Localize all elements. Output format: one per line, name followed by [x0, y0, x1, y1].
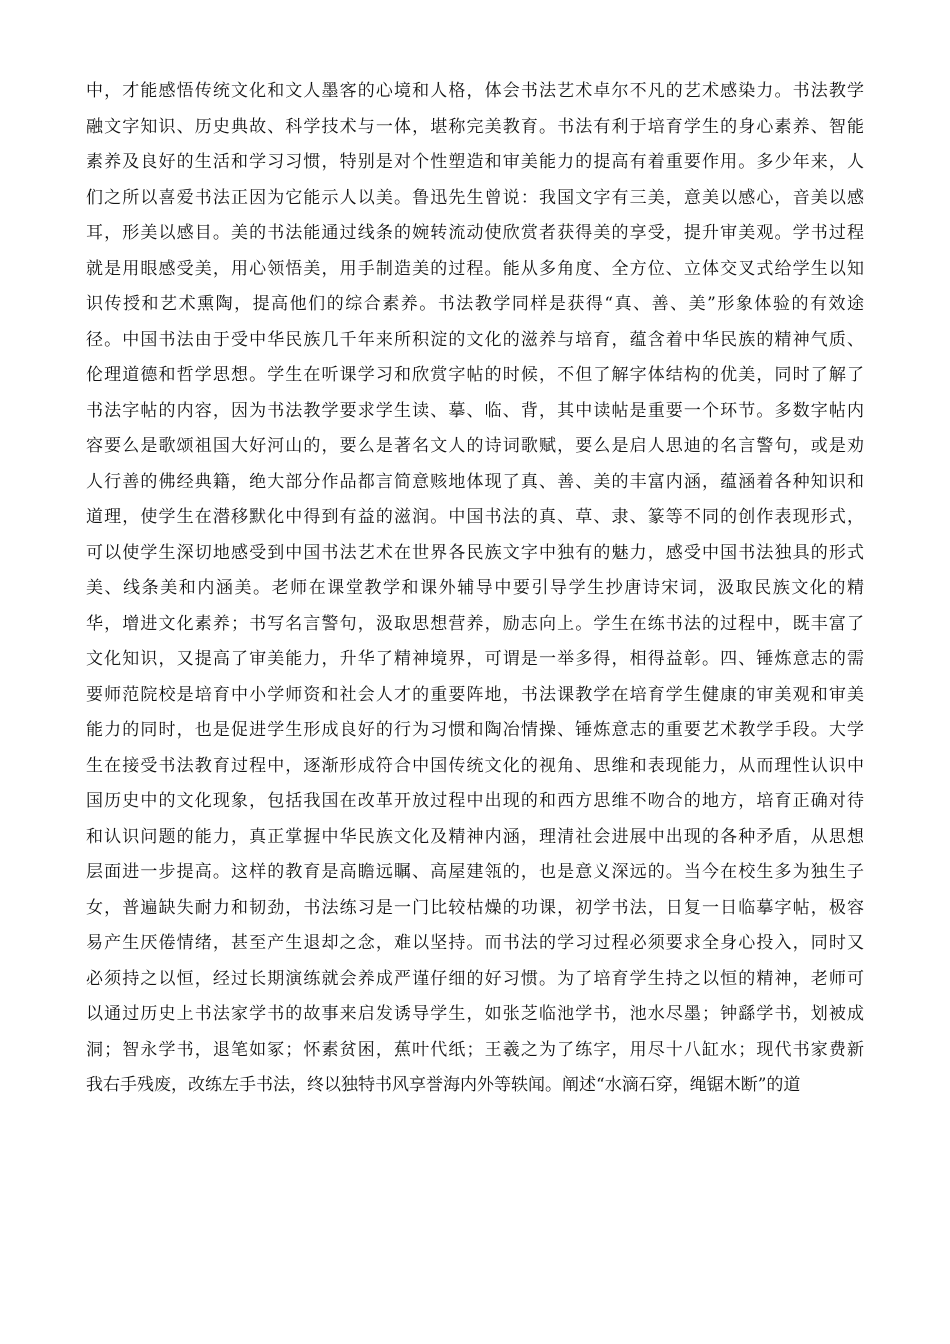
text-line: 以通过历史上书法家学书的故事来启发诱导学生，如张芝临池学书，池水尽墨；钟繇学书，划被成	[86, 1004, 864, 1024]
text-line: 我右手残废，改练左手书法，终以独特书风享誉海内外等轶闻。阐述“水滴石穿，绳锯木断”的道	[86, 1075, 801, 1095]
text-line: 文化知识，又提高了审美能力，升华了精神境界，可谓是一举多得，相得益彰。四、锤炼意志的需	[86, 649, 864, 669]
text-line: 道理，使学生在潜移默化中得到有益的滋润。中国书法的真、草、隶、篆等不同的创作表现形式，	[86, 507, 864, 527]
body-text	[86, 74, 864, 1104]
text-line: 生在接受书法教育过程中，逐渐形成符合中国传统文化的视角、思维和表现能力，从而理性认识中	[86, 755, 864, 776]
text-line: 层面进一步提高。这样的教育是高瞻远瞩、高屋建瓴的，也是意义深远的。当今在校生多为独生子	[86, 862, 864, 882]
text-line: 中，才能感悟传统文化和文人墨客的心境和人格，体会书法艺术卓尔不凡的艺术感染力。书法教学	[86, 81, 864, 101]
text-line: 必须持之以恒，经过长期演练就会养成严谨仔细的好习惯。为了培育学生持之以恒的精神，老师可	[86, 968, 864, 989]
text-line: 就是用眼感受美，用心领悟美，用手制造美的过程。能从多角度、全方位、立体交叉式给学生以知	[86, 258, 864, 279]
text-line: 人行善的佛经典籍，绝大部分作品都言简意赅地体现了真、善、美的丰富内涵，蕴涵着各种知识和	[86, 471, 864, 492]
text-line: 和认识问题的能力，真正掌握中华民族文化及精神内涵，理清社会进展中出现的各种矛盾，从思想	[86, 826, 864, 847]
text-line: 要师范院校是培育中小学师资和社会人才的重要阵地，书法课教学在培育学生健康的审美观和审美	[86, 684, 864, 705]
text-line: 融文字知识、历史典故、科学技术与一体，堪称完美教育。书法有利于培育学生的身心素养、智能	[86, 116, 864, 137]
text-line: 能力的同时，也是促进学生形成良好的行为习惯和陶冶情操、锤炼意志的重要艺术教学手段。大学	[86, 720, 864, 740]
text-line: 华，增进文化素养；书写名言警句，汲取思想营养，励志向上。学生在练书法的过程中，既丰富了	[86, 613, 864, 634]
text-line: 女，普遍缺失耐力和韧劲，书法练习是一门比较枯燥的功课，初学书法，日复一日临摹字帖，极容	[86, 897, 864, 918]
text-line: 素养及良好的生活和学习习惯，特别是对个性塑造和审美能力的提高有着重要作用。多少年来，人	[86, 152, 864, 172]
text-line: 国历史中的文化现象，包括我国在改革开放过程中出现的和西方思维不吻合的地方，培育正确对待	[86, 791, 864, 811]
text-line: 们之所以喜爱书法正因为它能示人以美。鲁迅先生曾说：我国文字有三美，意美以感心，音美以感	[86, 187, 864, 208]
text-line: 可以使学生深切地感受到中国书法艺术在世界各民族文字中独有的魅力，感受中国书法独具的形式	[86, 542, 864, 563]
text-line: 易产生厌倦情绪，甚至产生退却之念，难以坚持。而书法的学习过程必须要求全身心投入，同时又	[86, 933, 864, 953]
text-line: 伦理道德和哲学思想。学生在听课学习和欣赏字帖的时候，不但了解字体结构的优美，同时了解了	[86, 365, 864, 385]
text-line: 美、线条美和内涵美。老师在课堂教学和课外辅导中要引导学生抄唐诗宋词，汲取民族文化的精	[86, 578, 864, 598]
text-line: 容要么是歌颂祖国大好河山的，要么是著名文人的诗词歌赋，要么是启人思迪的名言警句，或是劝	[86, 436, 864, 456]
text-line: 耳，形美以感目。美的书法能通过线条的婉转流动使欣赏者获得美的享受，提升审美观。学书过程	[86, 223, 864, 243]
text-line: 识传授和艺术熏陶，提高他们的综合素养。书法教学同样是获得“真、善、美”形象体验的有效途	[86, 294, 864, 314]
text-line: 书法字帖的内容，因为书法教学要求学生读、摹、临、背，其中读帖是重要一个环节。多数字帖内	[86, 400, 864, 421]
text-line: 径。中国书法由于受中华民族几千年来所积淀的文化的滋养与培育，蕴含着中华民族的精神气质、	[86, 329, 864, 350]
text-line: 洞；智永学书，退笔如冢；怀素贫困，蕉叶代纸；王羲之为了练字，用尽十八缸水；现代书家费新	[86, 1039, 864, 1060]
